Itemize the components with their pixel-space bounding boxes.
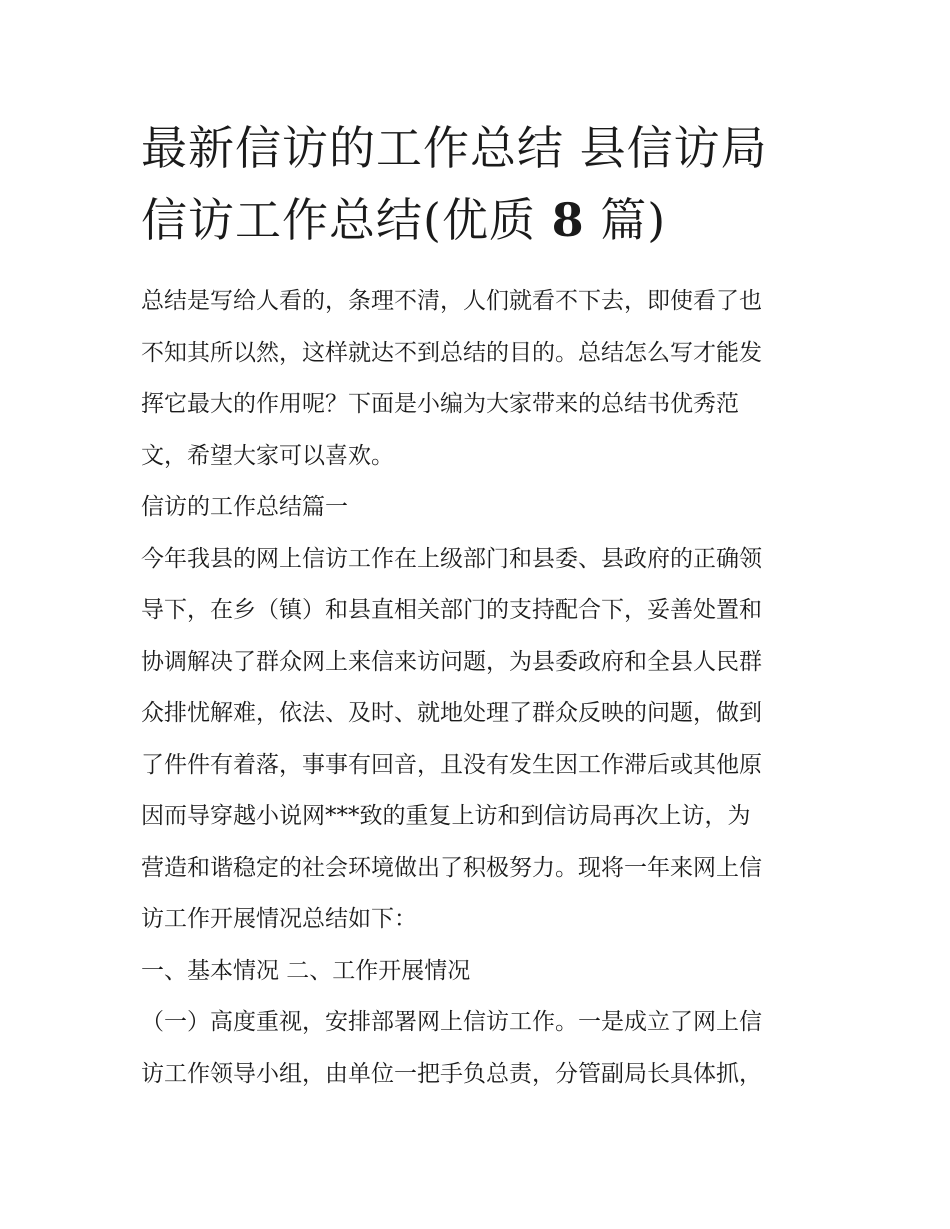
section-line-8: 访工作开展情况总结如下： xyxy=(141,906,417,932)
title-number: 8 xyxy=(551,193,585,247)
document-page xyxy=(141,112,816,1100)
point-line-1: （一）高度重视，安排部署网上信访工作。一是成立了网上信 xyxy=(141,1009,762,1035)
section-line-2: 导下，在乡（镇）和县直相关部门的支持配合下，妥善处置和 xyxy=(141,597,762,623)
section-line-4: 众排忧解难，依法、及时、就地处理了群众反映的问题，做到 xyxy=(141,700,762,726)
subheading: 一、基本情况 二、工作开展情况 xyxy=(141,957,471,984)
point-line-2: 访工作领导小组，由单位一把手负总责，分管副局长具体抓， xyxy=(141,1060,762,1087)
intro-line-3: 挥它最大的作用呢？下面是小编为大家带来的总结书优秀范 xyxy=(141,391,739,417)
section-line-7: 营造和谐稳定的社会环境做出了积极努力。现将一年来网上信 xyxy=(141,854,762,881)
section-line-1: 今年我县的网上信访工作在上级部门和县委、县政府的正确领 xyxy=(141,545,762,572)
document-title xyxy=(141,112,816,256)
section-line-6: 因而导穿越小说网***致的重复上访和到信访局再次上访，为 xyxy=(141,803,751,829)
intro-line-2: 不知其所以然，这样就达不到总结的目的。总结怎么写才能发 xyxy=(141,339,762,366)
section-heading: 信访的工作总结篇一 xyxy=(141,494,348,520)
intro-line-4: 文，希望大家可以喜欢。 xyxy=(141,442,394,469)
document-body xyxy=(141,276,816,1100)
section-line-3: 协调解决了群众网上来信来访问题，为县委政府和全县人民群 xyxy=(141,648,762,675)
title-line-1: 最新信访的工作总结 县信访局 xyxy=(141,121,768,175)
section-line-5: 了件件有着落，事事有回音，且没有发生因工作滞后或其他原 xyxy=(141,751,762,778)
intro-line-1: 总结是写给人看的，条理不清，人们就看不下去，即使看了也 xyxy=(141,288,762,314)
title-line-2: 信访工作总结(优质 8 篇) xyxy=(141,193,667,247)
